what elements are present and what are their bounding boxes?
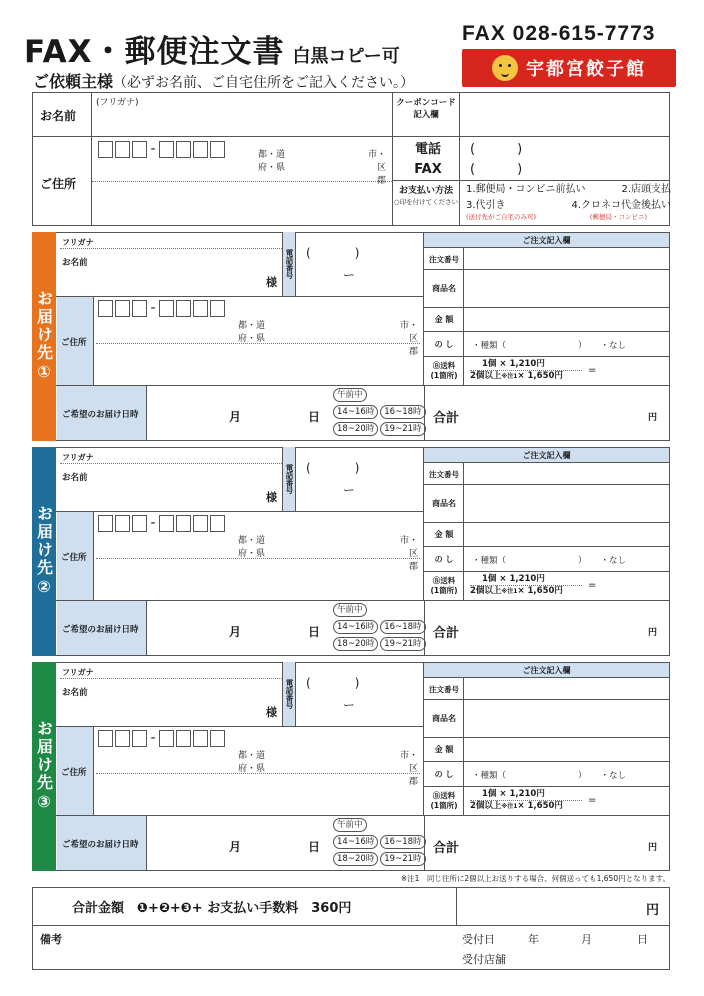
delivery-total-input[interactable] [470, 388, 642, 438]
amount-input[interactable] [465, 738, 669, 761]
slot-19-21[interactable]: 19~21時 [380, 852, 425, 866]
delivery-section-label: お届け先① [32, 232, 56, 441]
delivery-address-label: ご住所 [61, 553, 87, 563]
delivery-zip[interactable]: - [98, 300, 227, 317]
shipping-equals: = [588, 580, 597, 591]
amount-label: 金 額 [434, 315, 454, 324]
delivery-address-label: ご住所 [61, 338, 87, 348]
product-label: 商品名 [432, 284, 456, 293]
order-header: ご注文記入欄 [424, 448, 669, 463]
fax-number: FAX 028-615-7773 [462, 22, 656, 45]
requester-phone-input[interactable]: ( ) ( ) [470, 142, 523, 177]
order-no-input[interactable] [465, 679, 669, 699]
payment-options[interactable]: 1.郵便局・コンビニ前払い 2.店頭支払 3.代引き 4.クロネコ代金後払い (送付先がご自宅のみ可) (郵便局・コンビニ) [466, 184, 671, 221]
delivery-city: 市・区 郡 [399, 321, 418, 357]
delivery-phone-label: 電話番号 [285, 249, 294, 279]
requester-zip[interactable]: - [98, 141, 227, 158]
slot-16-18[interactable]: 16~18時 [380, 835, 425, 849]
delivery-month: 月 [229, 840, 242, 854]
requester-heading: ご依頼主様（必ずお名前、ご自宅住所をご記入ください。） [33, 72, 415, 91]
amount-input[interactable] [465, 308, 669, 331]
delivery-city: 市・区 郡 [399, 536, 418, 572]
slot-14-16[interactable]: 14~16時 [333, 620, 378, 634]
delivery-date-label: ご希望のお届け日時 [62, 410, 139, 420]
delivery-total-label: 合計 [433, 841, 460, 856]
delivery-address-input[interactable] [96, 560, 420, 598]
delivery-day: 日 [308, 625, 321, 639]
received-date: 受付日 年 月 日 [462, 933, 648, 946]
delivery-furigana: フリガナ [62, 238, 94, 247]
delivery-phone-label: 電話番号 [285, 679, 294, 709]
remarks-input[interactable] [90, 927, 450, 969]
delivery-yen: 円 [648, 843, 658, 853]
delivery-month: 月 [229, 625, 242, 639]
delivery-total-input[interactable] [470, 818, 642, 868]
requester-name-input[interactable] [92, 92, 392, 136]
noshi-options[interactable]: ・種類（ ） ・なし [472, 341, 627, 351]
product-label: 商品名 [432, 714, 456, 723]
delivery-pref: 都・道 府・県 [238, 536, 266, 559]
order-no-label: 注文番号 [429, 684, 459, 694]
summary-total-input[interactable] [457, 888, 642, 924]
delivery-name-label: お名前 [62, 688, 88, 698]
page-title: FAX・郵便注文書 白黒コピー可 [24, 34, 400, 70]
noshi-label: の し [434, 554, 454, 564]
delivery-phone-input[interactable]: ( ) ー [306, 676, 360, 712]
slot-14-16[interactable]: 14~16時 [333, 405, 378, 419]
store-logo: 宇都宮餃子館 [462, 49, 676, 87]
delivery-name-label: お名前 [62, 473, 88, 483]
requester-address-label: ご住所 [40, 177, 77, 191]
footnote: ※注1 同じ住所に2個以上お送りする場合、何個送っても1,650円となります。 [400, 874, 670, 883]
order-header: ご注文記入欄 [424, 663, 669, 678]
delivery-day: 日 [308, 840, 321, 854]
delivery-zip[interactable]: - [98, 515, 227, 532]
slot-19-21[interactable]: 19~21時 [380, 637, 425, 651]
product-input[interactable] [465, 485, 669, 522]
noshi-label: の し [434, 769, 454, 779]
received-store: 受付店舗 [462, 953, 506, 966]
slot-14-16[interactable]: 14~16時 [333, 835, 378, 849]
delivery-yen: 円 [648, 628, 658, 638]
slot-am[interactable]: 午前中 [333, 818, 367, 832]
payment-label: お支払い方法 ○印を付けてください [393, 186, 459, 206]
delivery-name-input[interactable] [100, 465, 260, 507]
delivery-address-input[interactable] [96, 345, 420, 383]
remarks-label: 備考 [40, 933, 62, 946]
slot-16-18[interactable]: 16~18時 [380, 620, 425, 634]
delivery-name-input[interactable] [100, 680, 260, 722]
noshi-options[interactable]: ・種類（ ） ・なし [472, 771, 627, 781]
shipping-rates: 1個 × 1,210円 2個以上※注1× 1,650円 [470, 789, 582, 812]
amount-label: 金 額 [434, 530, 454, 539]
shipping-equals: = [588, 365, 597, 376]
delivery-section-label: お届け先③ [32, 662, 56, 871]
shipping-label: Ⓑ送料 (1箇所) [430, 361, 458, 380]
delivery-address-input[interactable] [96, 775, 420, 813]
order-no-label: 注文番号 [429, 469, 459, 479]
shipping-rates: 1個 × 1,210円 2個以上※注1× 1,650円 [470, 359, 582, 382]
delivery-time-slots[interactable] [333, 603, 421, 651]
noshi-options[interactable]: ・種類（ ） ・なし [472, 556, 627, 566]
delivery-sama: 様 [266, 706, 277, 719]
delivery-time-slots[interactable] [333, 388, 421, 436]
summary-yen: 円 [646, 903, 660, 918]
coupon-input[interactable] [461, 92, 669, 136]
delivery-total-label: 合計 [433, 626, 460, 641]
requester-name-label: お名前 [40, 109, 77, 123]
delivery-zip[interactable]: - [98, 730, 227, 747]
slot-18-20[interactable]: 18~20時 [333, 422, 378, 436]
delivery-furigana: フリガナ [62, 453, 94, 462]
mascot-icon [492, 55, 518, 81]
delivery-sama: 様 [266, 491, 277, 504]
phone-fax-label: 電話 FAX [414, 142, 442, 177]
title-sub: 白黒コピー可 [292, 46, 400, 67]
slot-am[interactable]: 午前中 [333, 603, 367, 617]
order-no-input[interactable] [465, 249, 669, 269]
delivery-pref: 都・道 府・県 [238, 751, 266, 774]
amount-label: 金 額 [434, 745, 454, 754]
noshi-label: の し [434, 339, 454, 349]
delivery-phone-label: 電話番号 [285, 464, 294, 494]
slot-am[interactable]: 午前中 [333, 388, 367, 402]
delivery-day: 日 [308, 410, 321, 424]
slot-19-21[interactable]: 19~21時 [380, 422, 425, 436]
requester-pref: 都・道 府・県 [258, 150, 286, 173]
delivery-time-slots[interactable] [333, 818, 421, 866]
delivery-month: 月 [229, 410, 242, 424]
requester-city: 市・区 郡 [367, 150, 386, 186]
order-header: ご注文記入欄 [424, 233, 669, 248]
delivery-furigana: フリガナ [62, 668, 94, 677]
coupon-label: クーポンコード 記入欄 [396, 98, 456, 120]
shipping-equals: = [588, 795, 597, 806]
product-input[interactable] [465, 700, 669, 737]
delivery-phone-input[interactable]: ( ) ー [306, 246, 360, 282]
delivery-total-label: 合計 [433, 411, 460, 426]
requester-address-input[interactable] [92, 182, 392, 225]
delivery-yen: 円 [648, 413, 658, 423]
delivery-total-input[interactable] [470, 603, 642, 653]
product-label: 商品名 [432, 499, 456, 508]
summary-total-label: 合計金額 ❶+❷+❸+ お支払い手数料 360円 [72, 901, 352, 916]
delivery-pref: 都・道 府・県 [238, 321, 266, 344]
requester-furigana: (フリガナ) [96, 98, 139, 108]
shipping-label: Ⓑ送料 (1箇所) [430, 576, 458, 595]
slot-16-18[interactable]: 16~18時 [380, 405, 425, 419]
slot-18-20[interactable]: 18~20時 [333, 637, 378, 651]
delivery-date-label: ご希望のお届け日時 [62, 625, 139, 635]
shipping-rates: 1個 × 1,210円 2個以上※注1× 1,650円 [470, 574, 582, 597]
order-no-label: 注文番号 [429, 254, 459, 264]
delivery-phone-input[interactable]: ( ) ー [306, 461, 360, 497]
amount-input[interactable] [465, 523, 669, 546]
delivery-city: 市・区 郡 [399, 751, 418, 787]
delivery-address-label: ご住所 [61, 768, 87, 778]
shipping-label: Ⓑ送料 (1箇所) [430, 791, 458, 810]
delivery-name-input[interactable] [100, 250, 260, 292]
delivery-section-label: お届け先② [32, 447, 56, 656]
product-input[interactable] [465, 270, 669, 307]
delivery-date-label: ご希望のお届け日時 [62, 840, 139, 850]
slot-18-20[interactable]: 18~20時 [333, 852, 378, 866]
delivery-name-label: お名前 [62, 258, 88, 268]
order-no-input[interactable] [465, 464, 669, 484]
delivery-sama: 様 [266, 276, 277, 289]
